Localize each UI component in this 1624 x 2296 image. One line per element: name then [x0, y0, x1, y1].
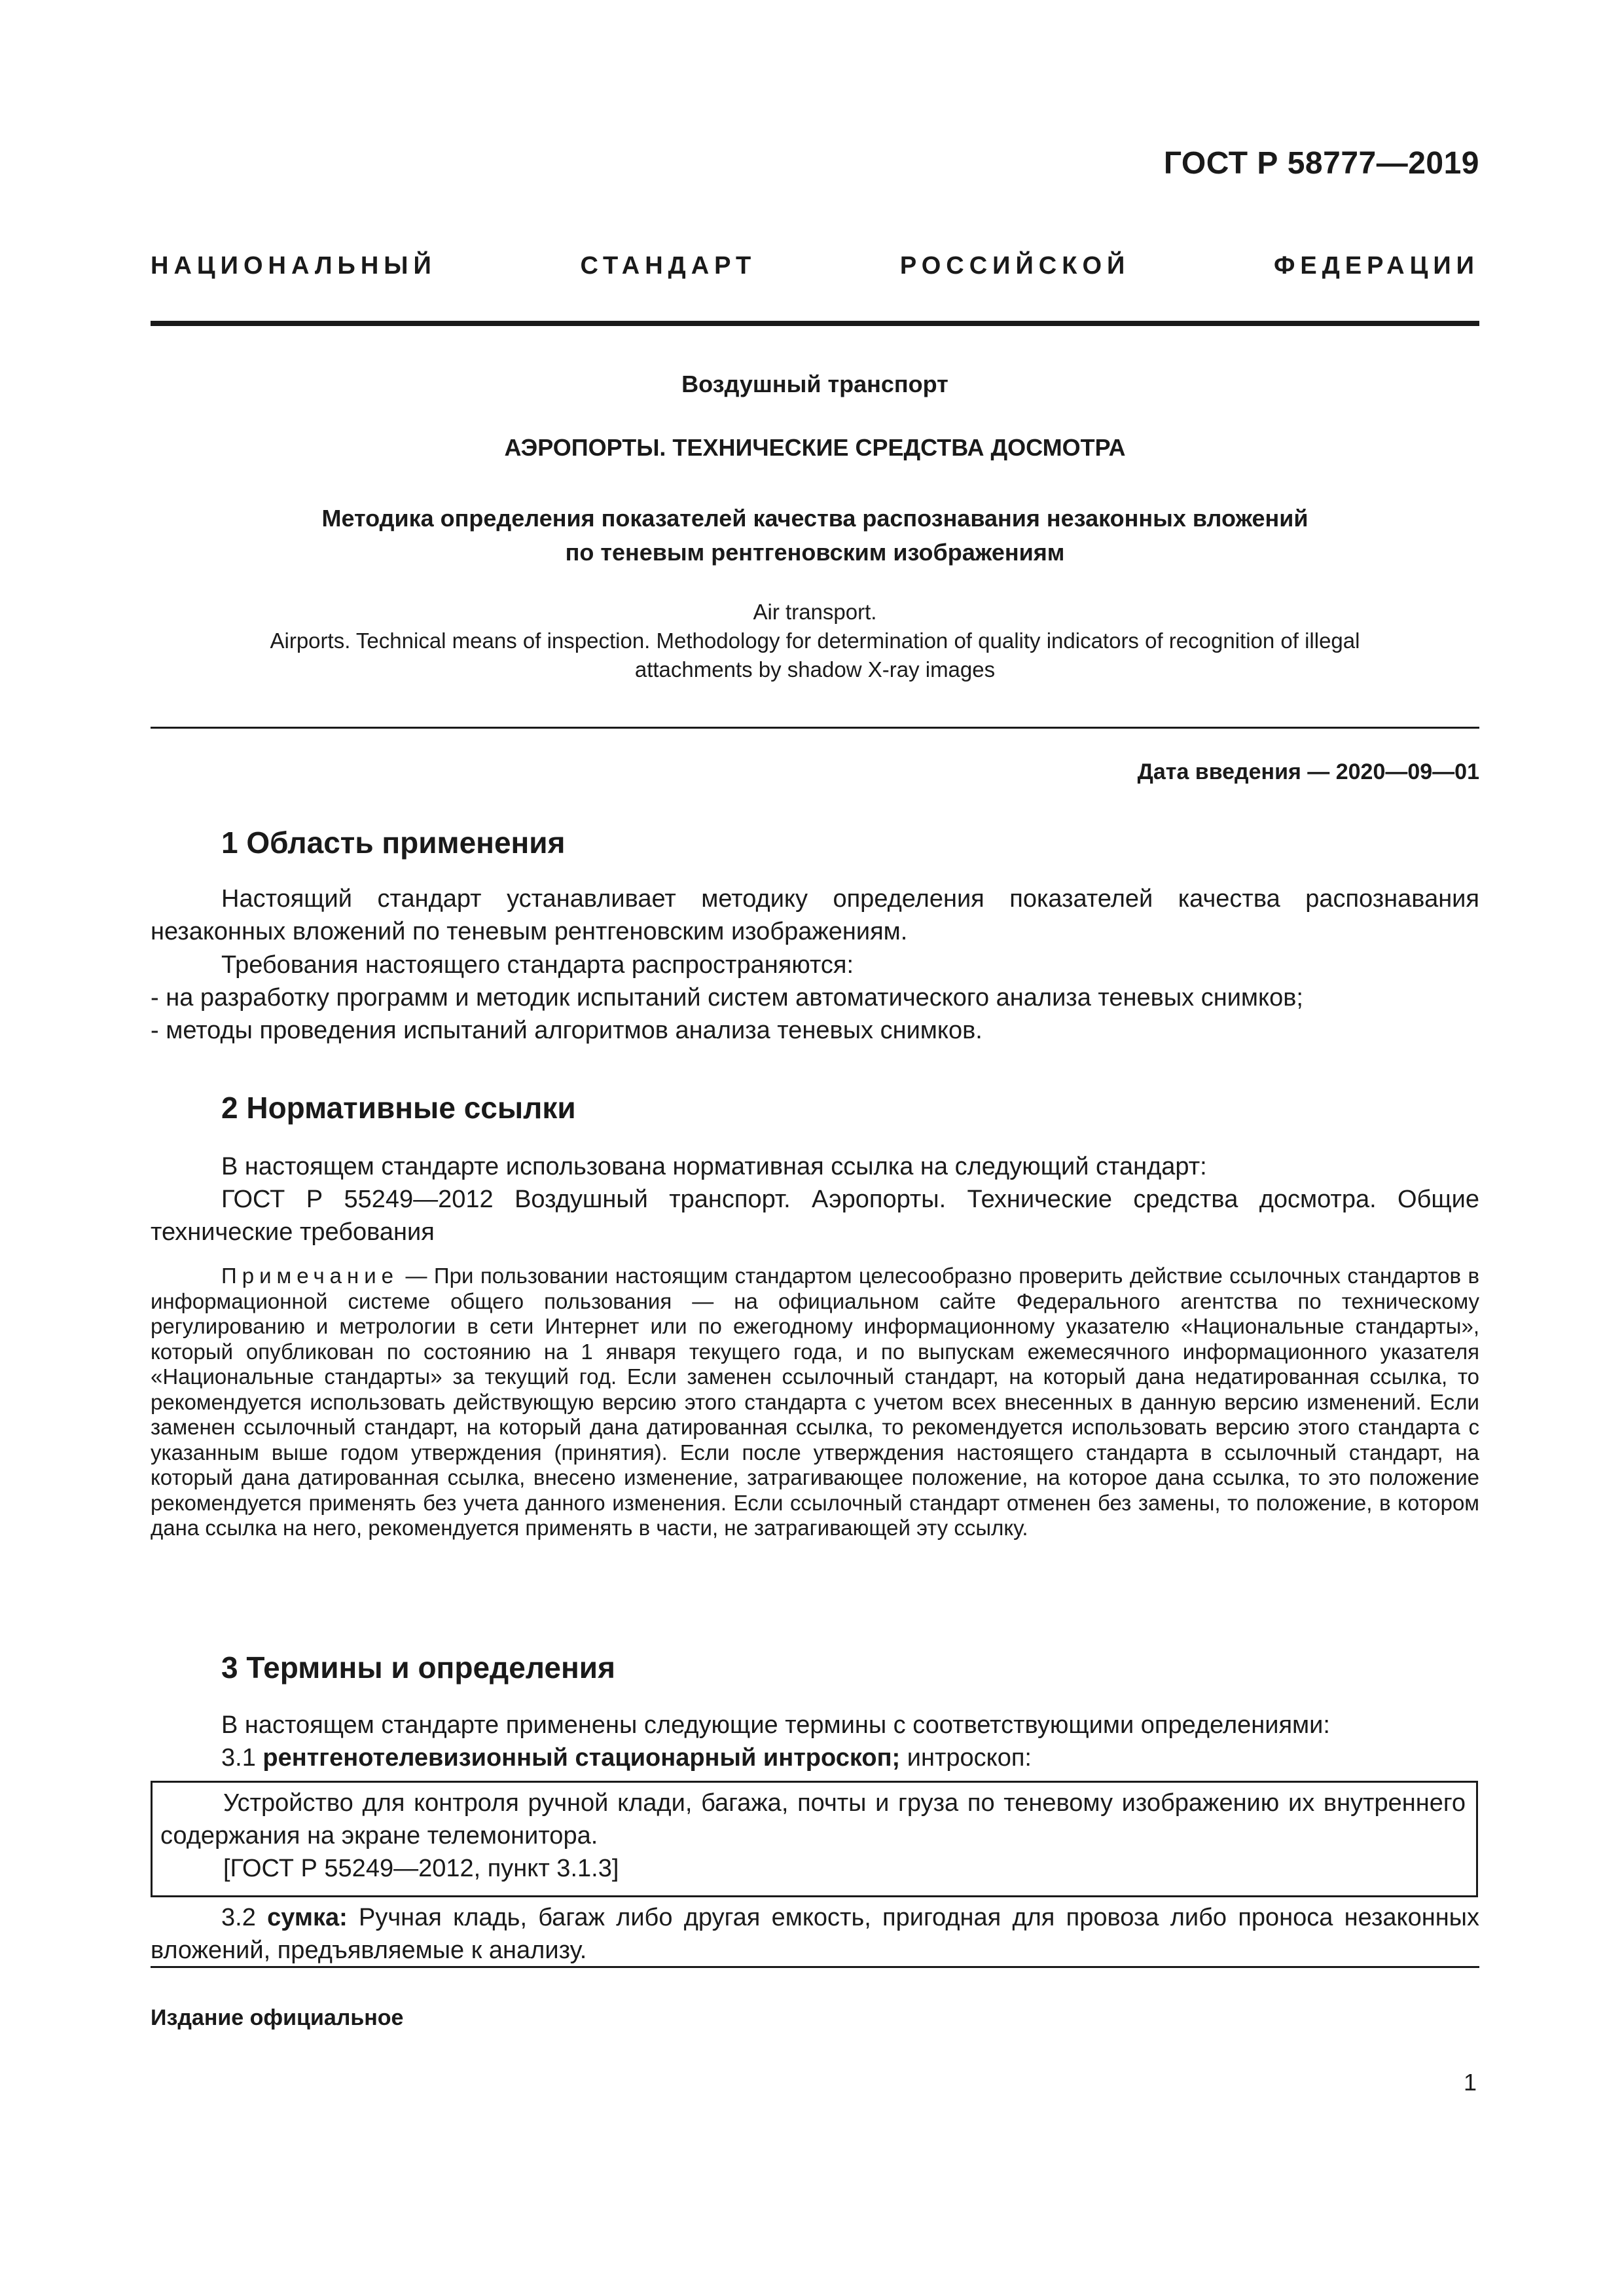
banner-word: НАЦИОНАЛЬНЫЙ — [151, 252, 437, 280]
section-2-note — [151, 1264, 1479, 1541]
edition-label: Издание официальное — [151, 2005, 404, 2030]
term-name: сумка: — [267, 1904, 348, 1931]
english-title — [151, 598, 1479, 684]
section-1-list-item: - методы проведения испытаний алгоритмов анализа теневых снимков. — [151, 1017, 983, 1044]
sub-title-line: по теневым рентгеновским изображениям — [565, 539, 1065, 566]
standard-number: ГОСТ Р 58777—2019 — [1163, 146, 1479, 181]
section-2-heading: 2 Нормативные ссылки — [221, 1091, 576, 1125]
document-page — [151, 0, 1479, 2296]
banner-word: ФЕДЕРАЦИИ — [1273, 252, 1479, 280]
note-text: — При пользовании настоящим стандартом целесообразно проверить действие ссылочных стандартов в информационной системе общего пользования — на официальном сайте Федерального агентства по техническому регулированию и метрологии в сети Интернет или по ежегодному информационному указателю «Национальные стандарты», который опубликован по состоянию на 1 января текущего года, и по выпускам ежемесячного информационного указателя «Национальные стандарты» за текущий год. Если заменен ссылочный стандарт, на который дана недатированная ссылка, то рекомендуется использовать действующую версию этого стандарта с учетом всех внесенных в данную версию изменений. Если заменен ссылочный стандарт, на который дана датированная ссылка, то рекомендуется использовать версию этого стандарта с указанным выше годом утверждения (принятия). Если после утверждения настоящего стандарта в ссылочный стандарт, на который дана датированная ссылка, внесено изменение, затрагивающее положение, на которое дана ссылка, то это положение рекомендуется применять без учета данного изменения. Если ссылочный стандарт отменен без замены, то положение, в котором дана ссылка на него, рекомендуется применять в части, не затрагивающей эту ссылку. — [151, 1264, 1479, 1540]
term-3-1 — [151, 1741, 1479, 1774]
term-definition: Ручная кладь, багаж либо другая емкость, пригодная для провоза либо проноса незаконных вложений, предъявляемые к анализу. — [151, 1904, 1479, 1964]
field-title: Воздушный транспорт — [681, 371, 948, 397]
section-1-paragraph: Требования настоящего стандарта распространяются: — [221, 951, 854, 979]
national-standard-banner — [151, 252, 1479, 280]
english-title-line: Air transport. — [753, 600, 877, 624]
section-3-heading: 3 Термины и определения — [221, 1650, 615, 1685]
section-1-paragraph: Настоящий стандарт устанавливает методику определения показателей качества распознавания незаконных вложений по теневым рентгеновским изображениям. — [151, 885, 1479, 945]
definition-box — [151, 1781, 1478, 1897]
header-divider — [151, 321, 1479, 326]
definition-text — [160, 1787, 1466, 1885]
section-1-list-item: - на разработку программ и методик испытаний систем автоматического анализа теневых снимков; — [151, 984, 1303, 1011]
intro-date: Дата введения — 2020—09—01 — [1137, 759, 1479, 784]
footer-divider — [151, 1966, 1479, 1968]
note-label: Примечание — [221, 1264, 399, 1288]
title-divider — [151, 727, 1479, 729]
section-2-paragraph: В настоящем стандарте использована нормативная ссылка на следующий стандарт: — [221, 1153, 1207, 1180]
section-1-heading: 1 Область применения — [221, 826, 566, 860]
term-number: 3.1 — [221, 1744, 263, 1772]
page-number: 1 — [1463, 2069, 1477, 2096]
term-synonym: интроскоп: — [900, 1744, 1032, 1772]
english-title-line: attachments by shadow X-ray images — [634, 657, 996, 682]
banner-word: СТАНДАРТ — [580, 252, 757, 280]
definition-body: Устройство для контроля ручной клади, багажа, почты и груза по теневому изображению их внутреннего содержания на экране телемонитора. — [160, 1789, 1466, 1850]
english-title-line: Airports. Technical means of inspection. Methodology for determination of quality indicators of recognition of illegal — [270, 629, 1360, 653]
definition-source: [ГОСТ Р 55249—2012, пункт 3.1.3] — [223, 1855, 619, 1882]
term-3-2 — [151, 1901, 1479, 1967]
term-number: 3.2 — [221, 1904, 268, 1931]
section-2-reference: ГОСТ Р 55249—2012 Воздушный транспорт. Аэропорты. Технические средства досмотра. Общие технические требования — [151, 1186, 1479, 1246]
sub-title — [151, 501, 1479, 570]
term-name: рентгенотелевизионный стационарный интроскоп; — [262, 1744, 901, 1772]
main-title: АЭРОПОРТЫ. ТЕХНИЧЕСКИЕ СРЕДСТВА ДОСМОТРА — [504, 434, 1126, 461]
banner-word: РОССИЙСКОЙ — [899, 252, 1130, 280]
section-3-paragraph: В настоящем стандарте применены следующие термины с соответствующими определениями: — [221, 1711, 1330, 1739]
sub-title-line: Методика определения показателей качества распознавания незаконных вложений — [321, 505, 1308, 532]
